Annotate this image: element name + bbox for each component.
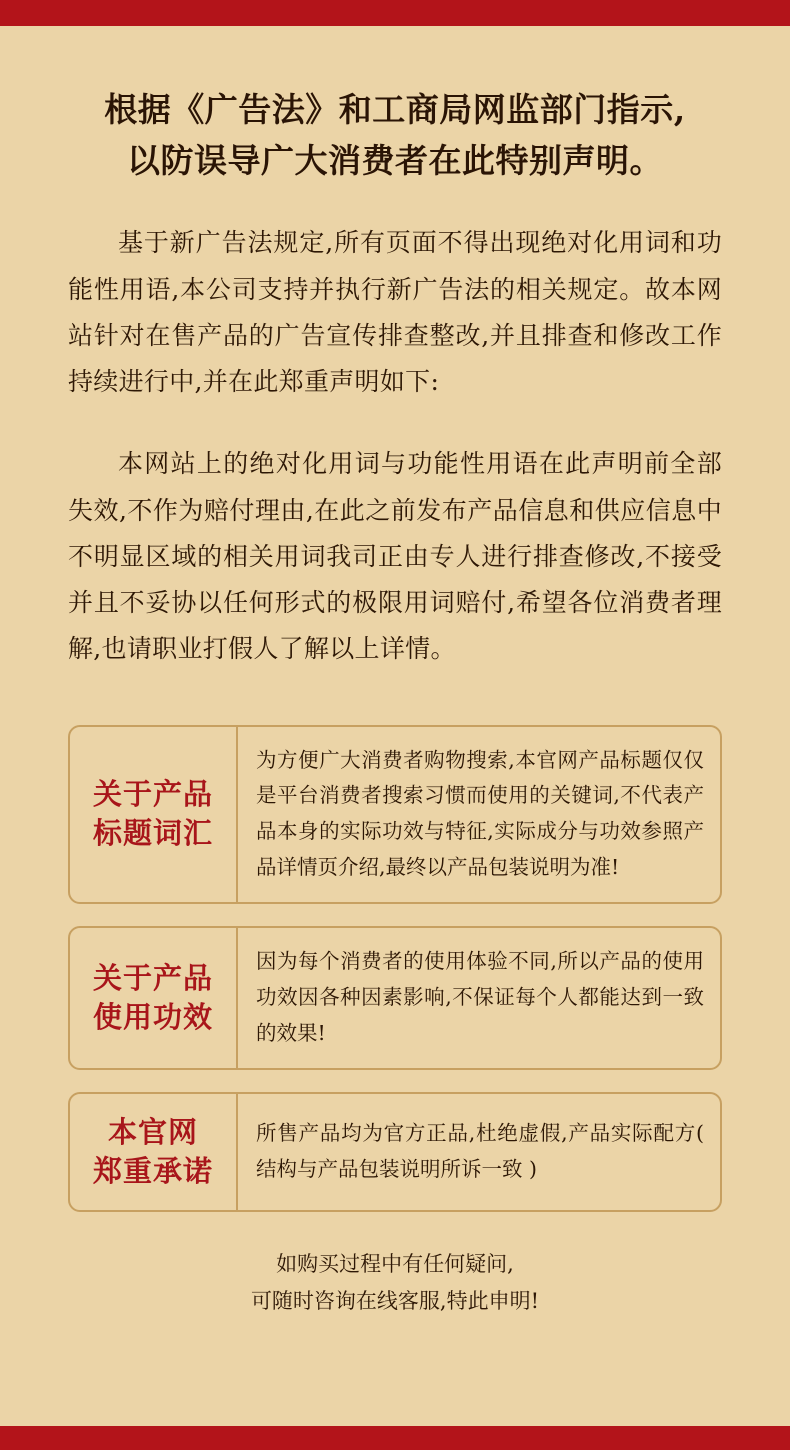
paragraph-one: 基于新广告法规定,所有页面不得出现绝对化用词和功能性用语,本公司支持并执行新广告法的相关规定。故本网站针对在售产品的广告宣传排查整改,并且排查和修改工作持续进行中,并在此郑重声明如下: <box>68 228 722 397</box>
card-body-official-promise: 所售产品均为官方正品,杜绝虚假,产品实际配方( 结构与产品包装说明所诉一致 ) <box>256 1120 704 1181</box>
page-title-line-2: 以防误导广大消费者在此特别声明。 <box>127 141 663 181</box>
statement-cards <box>68 725 722 1212</box>
footnote-line-1: 如购买过程中有任何疑问, <box>276 1251 514 1276</box>
card-title-line-1: 本官网 <box>107 1114 198 1149</box>
footnote-line-2: 可随时咨询在线客服,特此申明! <box>250 1289 540 1314</box>
card-title-product-title-terms <box>70 727 238 903</box>
card-body-product-title-terms: 为方便广大消费者购物搜索,本官网产品标题仅仅是平台消费者搜索习惯而使用的关键词,不代表产品本身的实际功效与特征,实际成分与功效参照产品详情页介绍,最终以产品包装说明为准! <box>256 747 704 880</box>
page-title-line-1: 根据《广告法》和工商局网监部门指示, <box>104 90 686 129</box>
page-title <box>68 84 722 186</box>
card-title-line-2: 郑重承诺 <box>92 1153 213 1188</box>
footnote <box>68 1246 722 1332</box>
paragraph-two: 本网站上的绝对化用词与功能性用语在此声明前全部失效,不作为赔付理由,在此之前发布产品信息和供应信息中不明显区域的相关用词我司正由专人进行排查修改,不接受并且不妥协以任何形式的极限用词赔付,希望各位消费者理解,也请职业打假人了解以上详情。 <box>68 449 722 664</box>
card-title-line-2: 标题词汇 <box>92 816 213 851</box>
bottom-red-band <box>0 1426 790 1450</box>
card-title-line-1: 关于产品 <box>92 777 213 812</box>
card-product-title-terms <box>68 725 722 905</box>
card-product-efficacy <box>68 926 722 1070</box>
card-title-line-1: 关于产品 <box>92 960 213 995</box>
card-title-product-efficacy <box>70 928 238 1068</box>
card-title-line-2: 使用功效 <box>92 999 213 1034</box>
content-sheet <box>0 26 790 1426</box>
card-official-promise <box>68 1092 722 1212</box>
card-title-official-promise <box>70 1094 238 1210</box>
card-body-product-efficacy: 因为每个消费者的使用体验不同,所以产品的使用功效因各种因素影响,不保证每个人都能达到一致的效果! <box>256 949 704 1045</box>
top-red-band <box>0 0 790 26</box>
